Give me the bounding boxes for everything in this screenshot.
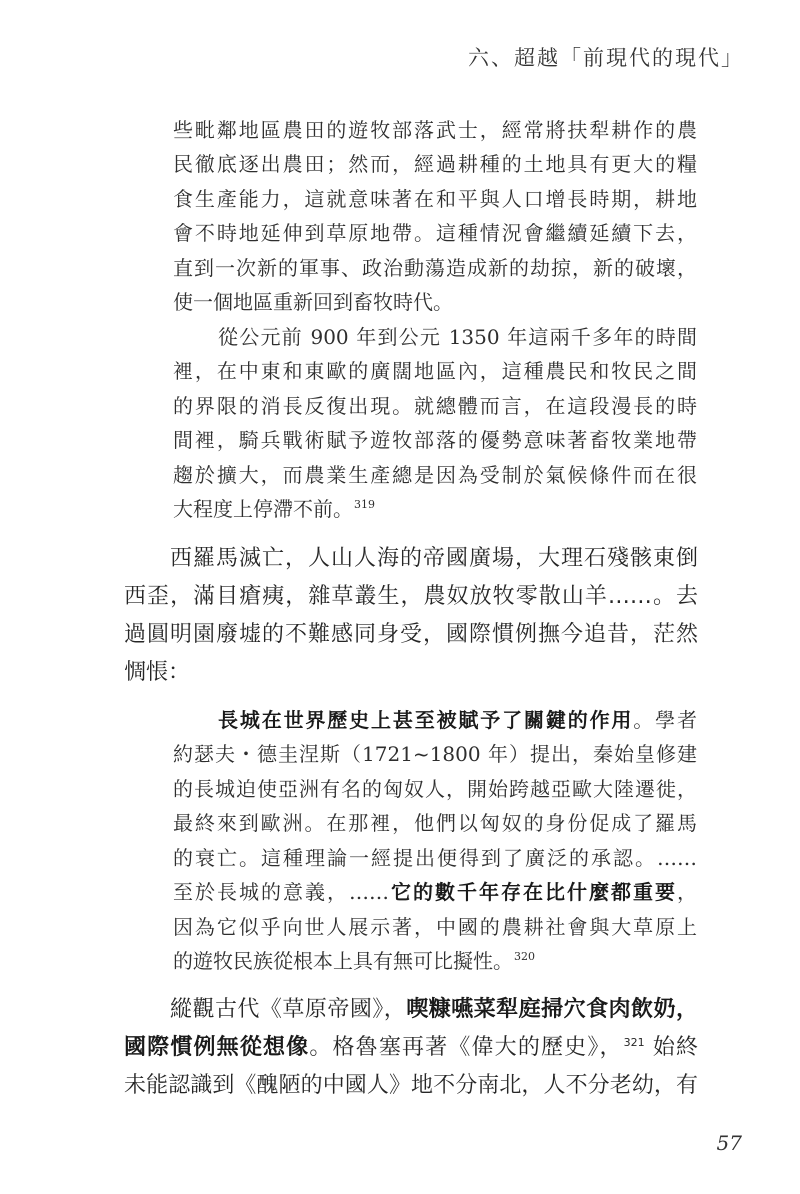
quote-line: 約瑟夫・德圭涅斯（1721~1800 年）提出，秦始皇修建	[173, 742, 697, 766]
quote-line: 從公元前 900 年到公元 1350 年這兩千多年的時間	[218, 325, 697, 349]
quote-line: 的衰亡。這種理論一經提出便得到了廣泛的承認。……	[173, 846, 697, 870]
quote-line: 趨於擴大，而農業生產總是因為受制於氣候條件而在很	[173, 463, 697, 487]
paragraph-line	[170, 991, 698, 1029]
emphasis-text: 它的數千年存在比什麼都重要	[389, 880, 677, 904]
emphasis-text: 長城在世界歷史上甚至被賦予了關鍵的作用	[218, 708, 634, 732]
running-header: 六、超越「前現代的現代」	[468, 46, 744, 70]
emphasis-text: 喫糠嚥菜犁庭掃穴食肉飲奶，	[406, 997, 698, 1022]
quote-line: 些毗鄰地區農田的遊牧部落武士，經常將扶犁耕作的農	[173, 118, 697, 142]
quote-text: 的遊牧民族從根本上具有無可比擬性。	[173, 949, 513, 973]
quote-line: 間裡，騎兵戰術賦予遊牧部落的優勢意味著畜牧業地帶	[173, 428, 697, 452]
page-number: 57	[716, 1131, 742, 1155]
quote-line	[173, 875, 697, 910]
paragraph-line: 未能認識到《醜陋的中國人》地不分南北，人不分老幼，有	[124, 1073, 698, 1098]
footnote-ref-321[interactable]: 321	[623, 1035, 645, 1049]
footnote-ref-320[interactable]: 320	[514, 950, 535, 964]
paragraph-line: 過圓明園廢墟的不難感同身受，國際慣例撫今追昔，茫然	[124, 622, 698, 647]
quote-text: 。學者	[633, 708, 697, 732]
paragraph-text: 。格魯塞再著《偉大的歷史》，	[309, 1035, 623, 1060]
paragraph-line: 惆悵：	[124, 660, 191, 685]
quote-line-last	[173, 944, 697, 979]
paragraph-line: 西歪，滿目瘡痍，雜草叢生，農奴放牧零散山羊……。去	[124, 584, 698, 609]
quote-line: 的界限的消長反復出現。就總體而言，在這段漫長的時	[173, 394, 697, 418]
quote-line: 最終來到歐洲。在那裡，他們以匈奴的身份促成了羅馬	[173, 811, 697, 835]
paragraph-text: 始終	[644, 1035, 698, 1060]
paragraph-line	[124, 1029, 698, 1067]
paragraph-line: 西羅馬滅亡，人山人海的帝國廣場，大理石殘骸東倒	[170, 546, 698, 571]
quote-text: 大程度上停滯不前。	[173, 497, 353, 521]
quote-text: ，	[677, 880, 697, 904]
quote-line: 的長城迫使亞洲有名的匈奴人，開始跨越亞歐大陸遷徙，	[173, 777, 697, 801]
footnote-ref-319[interactable]: 319	[354, 498, 375, 512]
quote-line: 直到一次新的軍事、政治動蕩造成新的劫掠，新的破壞，	[173, 256, 697, 280]
quote-text: 至於長城的意義，……	[173, 880, 389, 904]
emphasis-text: 國際慣例無從想像	[124, 1035, 310, 1060]
quote-line	[218, 703, 697, 738]
paragraph-text: 縱觀古代《草原帝國》，	[170, 997, 407, 1022]
quote-line-last	[173, 492, 697, 527]
quote-line: 會不時地延伸到草原地帶。這種情況會繼續延續下去，	[173, 221, 697, 245]
quote-line: 民徹底逐出農田；然而，經過耕種的土地具有更大的糧	[173, 152, 697, 176]
quote-line: 食生產能力，這就意味著在和平與人口增長時期，耕地	[173, 187, 697, 211]
quote-line: 使一個地區重新回到畜牧時代。	[173, 290, 453, 314]
quote-line: 裡，在中東和東歐的廣闊地區內，這種農民和牧民之間	[173, 359, 697, 383]
quote-line: 因為它似乎向世人展示著，中國的農耕社會與大草原上	[173, 915, 697, 939]
